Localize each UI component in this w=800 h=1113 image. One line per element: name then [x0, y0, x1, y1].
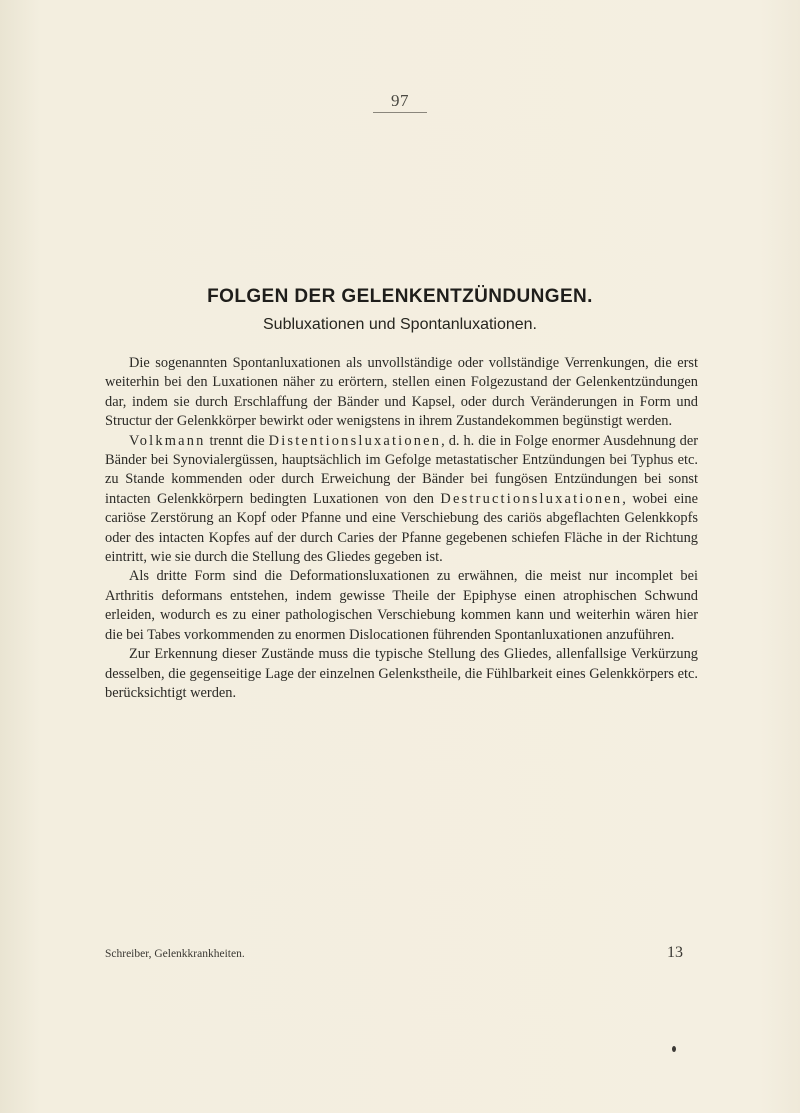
term-distentionsluxationen: Distentionsluxationen — [268, 432, 442, 449]
author-name: Volkmann — [129, 432, 206, 449]
body-text — [105, 354, 698, 703]
term-destructionsluxationen: Destructionsluxationen — [440, 490, 623, 507]
footer-source: Schreiber, Gelenkkrankheiten. — [105, 948, 245, 960]
section-subtitle: Subluxationen und Spontanluxationen. — [263, 316, 537, 333]
page-title: FOLGEN DER GELENKENTZÜNDUNGEN. — [207, 286, 593, 307]
paragraph-2: Volkmann trennt die Distentionsluxationen, d. h. die in Folge enormer Ausdehnung der Bänder bei Synovialergüssen, hauptsächlich im Gefolge metastatischer Entzündungen bei Typhus etc. zu Stande kommenden oder durch Erweichung der Bänder bei fungösen Entzündungen bei sonst intacten Gelenkkörpern bedingten Luxationen von den Destructionsluxationen, wobei eine cariöse Zerstörung an Kopf oder Pfanne und eine Verschiebung des cariös abgeflachten Gelenkkopfs oder des intacten Kopfes auf der durch Caries der Pfanne gegebenen schiefen Fläche in der Richtung eintritt, wie sie durch die Stellung des Gliedes gegeben ist. — [105, 432, 698, 566]
page-number: 97 — [0, 91, 800, 113]
paragraph-4: Zur Erkennung dieser Zustände muss die typische Stellung des Gliedes, allenfallsige Verkürzung desselben, die gegenseitige Lage der einzelnen Gelenkstheile, die Fühlbarkeit eines Gelenkkörpers etc. berücksichtigt werden. — [105, 646, 698, 701]
footer-signature: 13 — [667, 944, 683, 961]
ink-spot — [672, 1046, 676, 1052]
paragraph-1: Die sogenannten Spontanluxationen als unvollständige oder vollständige Verrenkungen, die erst weiterhin bei den Luxationen näher zu erörtern, stellen einen Folgezustand der Gelenkentzündungen dar, indem sie durch Erschlaffung der Bänder und Kapsel, oder durch Veränderungen in Form und Structur der Gelenkkörper bewirkt oder wenigstens in ihrem Zustandekommen begünstigt werden. — [105, 355, 698, 430]
paragraph-3: Als dritte Form sind die Deformationsluxationen zu erwähnen, die meist nur incomplet bei Arthritis deformans entstehen, indem gewisse Theile der Epiphyse einen atrophischen Schwund erleiden, wodurch es zu einer pathologischen Verschiebung kommen kann und weiterhin wären hier die bei Tabes vorkommenden zu enormen Dislocationen führenden Spontanluxationen anzuführen. — [105, 568, 698, 643]
